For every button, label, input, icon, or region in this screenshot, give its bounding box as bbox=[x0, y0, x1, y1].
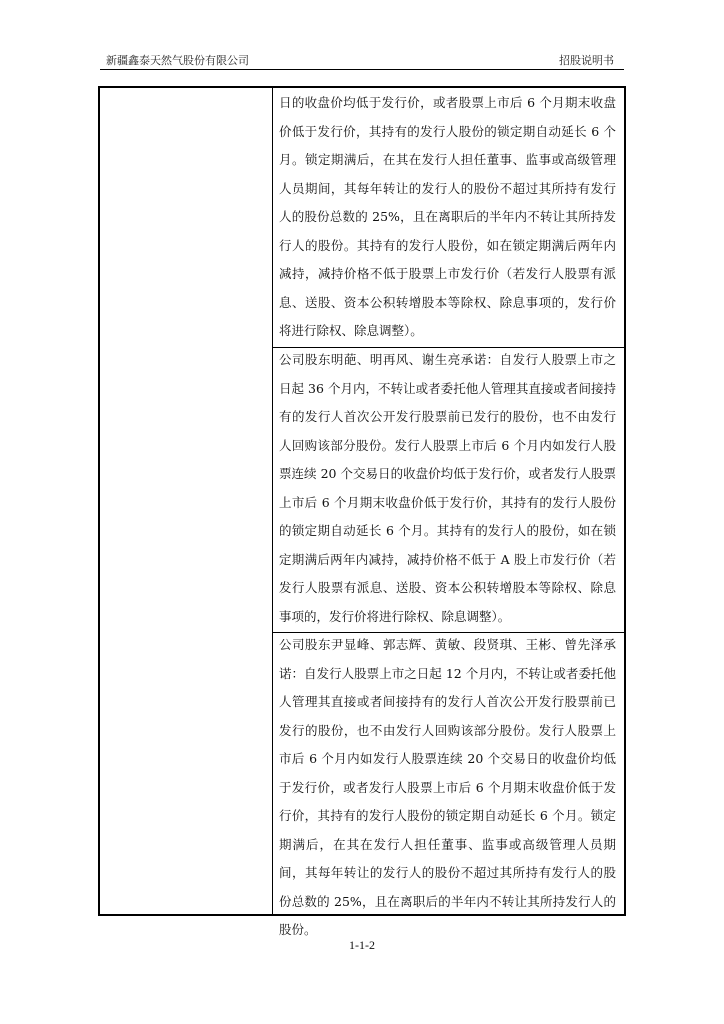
commitment-paragraph-3: 公司股东尹显峰、郭志辉、黄敏、段贤琪、王彬、曾先泽承诺：自发行人股票上市之日起 12 个月内，不转让或者委托他人管理其直接或者间接持有的发行人首次公开发行股票前已发行的股份，也不由发行人回购该部分股份。发行人股票上市后 6 个月内如发行人股票连续 20 个交易日的收盘价均低于发行价，或者发行人股票上市后 6 个月期末收盘价低于发行价，其持有的发行人股份的锁定期自动延长 6 个月。锁定期满后，在其在发行人担任董事、监事或高级管理人员期间，其每年转让的发行人的股份不超过其所持有发行人的股份总数的 25%，且在离职后的半年内不转让其所持发行人的股份。 bbox=[279, 637, 616, 937]
commitment-paragraph-2: 公司股东明葩、明再风、谢生亮承诺：自发行人股票上市之日起 36 个月内，不转让或者委托他人管理其直接或者间接持有的发行人首次公开发行股票前已发行的股份，也不由发行人回购该部分股份。发行人股票上市后 6 个月内如发行人股票连续 20 个交易日的收盘价均低于发行价，或者发行人股票上市后 6 个月期末收盘价低于发行价，其持有的发行人股份的锁定期自动延长 6 个月。其持有的发行人的股份，如在锁定期满后两年内减持，减持价格不低于 A 股上市发行价（若发行人股票有派息、送股、资本公积转增股本等除权、除息事项的，发行价将进行除权、除息调整）。 bbox=[279, 352, 616, 624]
company-name: 新疆鑫泰天然气股份有限公司 bbox=[106, 54, 249, 67]
header-rule bbox=[100, 69, 624, 70]
commitment-table bbox=[98, 86, 626, 937]
page-header bbox=[100, 52, 624, 70]
commitment-paragraph-1: 日的收盘价均低于发行价，或者股票上市后 6 个月期末收盘价低于发行价，其持有的发行人股份的锁定期自动延长 6 个月。锁定期满后，在其在发行人担任董事、监事或高级管理人员期间，其每年转让的发行人的股份不超过其所持有发行人的股份总数的 25%，且在离职后的半年内不转让其所持发行人的股份。其持有的发行人股份，如在锁定期满后两年内减持，减持价格不低于股票上市发行价（若发行人股票有派息、送股、资本公积转增股本等除权、除息事项的，发行价将进行除权、除息调整）。 bbox=[279, 95, 616, 338]
table-right-cell bbox=[273, 88, 624, 937]
page-number: 1-1-2 bbox=[349, 938, 375, 952]
document-type: 招股说明书 bbox=[559, 54, 614, 67]
table-left-cell bbox=[100, 88, 273, 914]
